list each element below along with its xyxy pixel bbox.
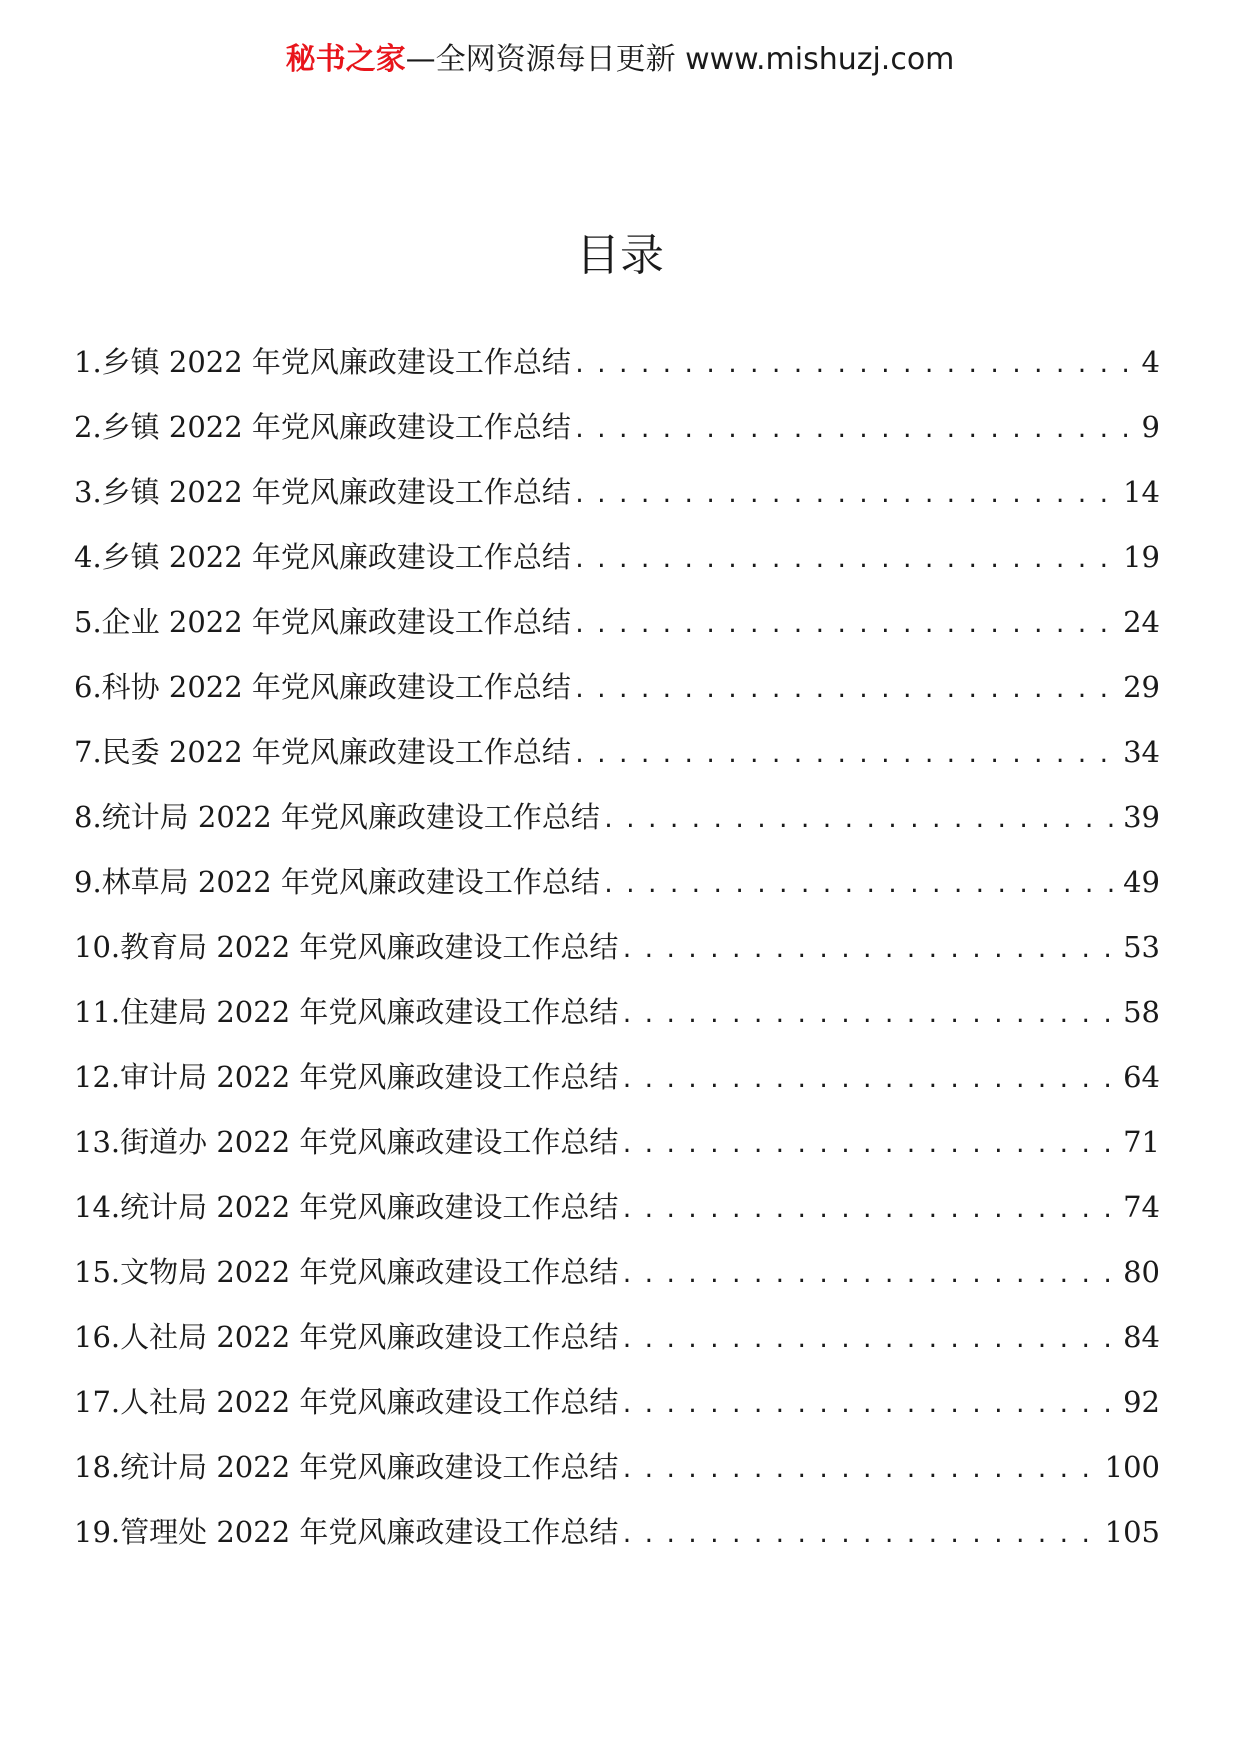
toc-dot-leader: [620, 1063, 1121, 1099]
toc-page-number: 4: [1141, 345, 1160, 379]
toc-page-number: 92: [1123, 1385, 1160, 1419]
toc-entry-title: 8.统计局 2022 年党风廉政建设工作总结: [74, 800, 600, 834]
toc-entry[interactable]: [74, 929, 1160, 994]
toc-page-number: 19: [1123, 540, 1160, 574]
toc-entry-title: 7.民委 2022 年党风廉政建设工作总结: [74, 735, 571, 769]
toc-entry[interactable]: [74, 1449, 1160, 1514]
toc-dot-leader: [620, 933, 1121, 969]
toc-entry-title: 6.科协 2022 年党风廉政建设工作总结: [74, 670, 571, 704]
toc-entry-title: 5.企业 2022 年党风廉政建设工作总结: [74, 605, 571, 639]
toc-entry[interactable]: [74, 734, 1160, 799]
toc-dot-leader: [620, 1388, 1121, 1424]
toc-entry-title: 1.乡镇 2022 年党风廉政建设工作总结: [74, 345, 571, 379]
toc-dot-leader: [573, 478, 1121, 514]
toc-page-number: 49: [1123, 865, 1160, 899]
toc-dot-leader: [573, 348, 1140, 384]
toc-entry-title: 2.乡镇 2022 年党风廉政建设工作总结: [74, 410, 571, 444]
toc-entry-title: 17.人社局 2022 年党风廉政建设工作总结: [74, 1385, 619, 1419]
toc-entry[interactable]: [74, 1059, 1160, 1124]
toc-page-number: 80: [1123, 1255, 1160, 1289]
toc-entry-title: 11.住建局 2022 年党风廉政建设工作总结: [74, 995, 619, 1029]
toc-dot-leader: [620, 1518, 1102, 1554]
toc-dot-leader: [573, 413, 1140, 449]
header-tagline: —全网资源每日更新 www.mishuzj.com: [405, 42, 955, 77]
toc-entry[interactable]: [74, 1384, 1160, 1449]
toc-page-number: 24: [1123, 605, 1160, 639]
toc-page-number: 100: [1104, 1450, 1160, 1484]
toc-dot-leader: [573, 738, 1121, 774]
site-header: [0, 40, 1240, 80]
toc-dot-leader: [620, 1193, 1121, 1229]
toc-entry-title: 4.乡镇 2022 年党风廉政建设工作总结: [74, 540, 571, 574]
toc-page-number: 58: [1123, 995, 1160, 1029]
toc-page-number: 53: [1123, 930, 1160, 964]
toc-entry-title: 19.管理处 2022 年党风廉政建设工作总结: [74, 1515, 619, 1549]
toc-entry[interactable]: [74, 1319, 1160, 1384]
toc-entry-title: 14.统计局 2022 年党风廉政建设工作总结: [74, 1190, 619, 1224]
toc-entry[interactable]: [74, 344, 1160, 409]
toc-page-number: 84: [1123, 1320, 1160, 1354]
toc-entry[interactable]: [74, 409, 1160, 474]
brand-name: 秘书之家: [285, 42, 406, 77]
toc-dot-leader: [573, 673, 1121, 709]
toc-entry[interactable]: [74, 994, 1160, 1059]
toc-dot-leader: [602, 868, 1121, 904]
toc-dot-leader: [573, 608, 1121, 644]
toc-entry-title: 16.人社局 2022 年党风廉政建设工作总结: [74, 1320, 619, 1354]
page-title: 目录: [576, 230, 664, 281]
toc-dot-leader: [573, 543, 1121, 579]
toc-entry-title: 9.林草局 2022 年党风廉政建设工作总结: [74, 865, 600, 899]
table-of-contents: [74, 344, 1160, 1579]
toc-entry[interactable]: [74, 1514, 1160, 1579]
toc-page-number: 29: [1123, 670, 1160, 704]
toc-page-number: 39: [1123, 800, 1160, 834]
toc-entry-title: 15.文物局 2022 年党风廉政建设工作总结: [74, 1255, 619, 1289]
toc-page-number: 64: [1123, 1060, 1160, 1094]
toc-entry[interactable]: [74, 1189, 1160, 1254]
toc-page-number: 14: [1123, 475, 1160, 509]
toc-page-number: 9: [1141, 410, 1160, 444]
toc-entry[interactable]: [74, 669, 1160, 734]
toc-entry-title: 13.街道办 2022 年党风廉政建设工作总结: [74, 1125, 619, 1159]
toc-entry[interactable]: [74, 539, 1160, 604]
toc-page-number: 105: [1104, 1515, 1160, 1549]
toc-page-number: 74: [1123, 1190, 1160, 1224]
toc-entry[interactable]: [74, 1124, 1160, 1189]
toc-dot-leader: [620, 1128, 1121, 1164]
toc-dot-leader: [620, 998, 1121, 1034]
toc-entry[interactable]: [74, 1254, 1160, 1319]
toc-dot-leader: [620, 1453, 1102, 1489]
toc-entry[interactable]: [74, 864, 1160, 929]
toc-dot-leader: [620, 1258, 1121, 1294]
toc-entry[interactable]: [74, 604, 1160, 669]
toc-entry-title: 3.乡镇 2022 年党风廉政建设工作总结: [74, 475, 571, 509]
toc-page-number: 71: [1123, 1125, 1160, 1159]
toc-entry-title: 18.统计局 2022 年党风廉政建设工作总结: [74, 1450, 619, 1484]
toc-entry-title: 12.审计局 2022 年党风廉政建设工作总结: [74, 1060, 619, 1094]
toc-dot-leader: [602, 803, 1121, 839]
toc-entry[interactable]: [74, 799, 1160, 864]
toc-page-number: 34: [1123, 735, 1160, 769]
toc-entry[interactable]: [74, 474, 1160, 539]
toc-entry-title: 10.教育局 2022 年党风廉政建设工作总结: [74, 930, 619, 964]
toc-dot-leader: [620, 1323, 1121, 1359]
